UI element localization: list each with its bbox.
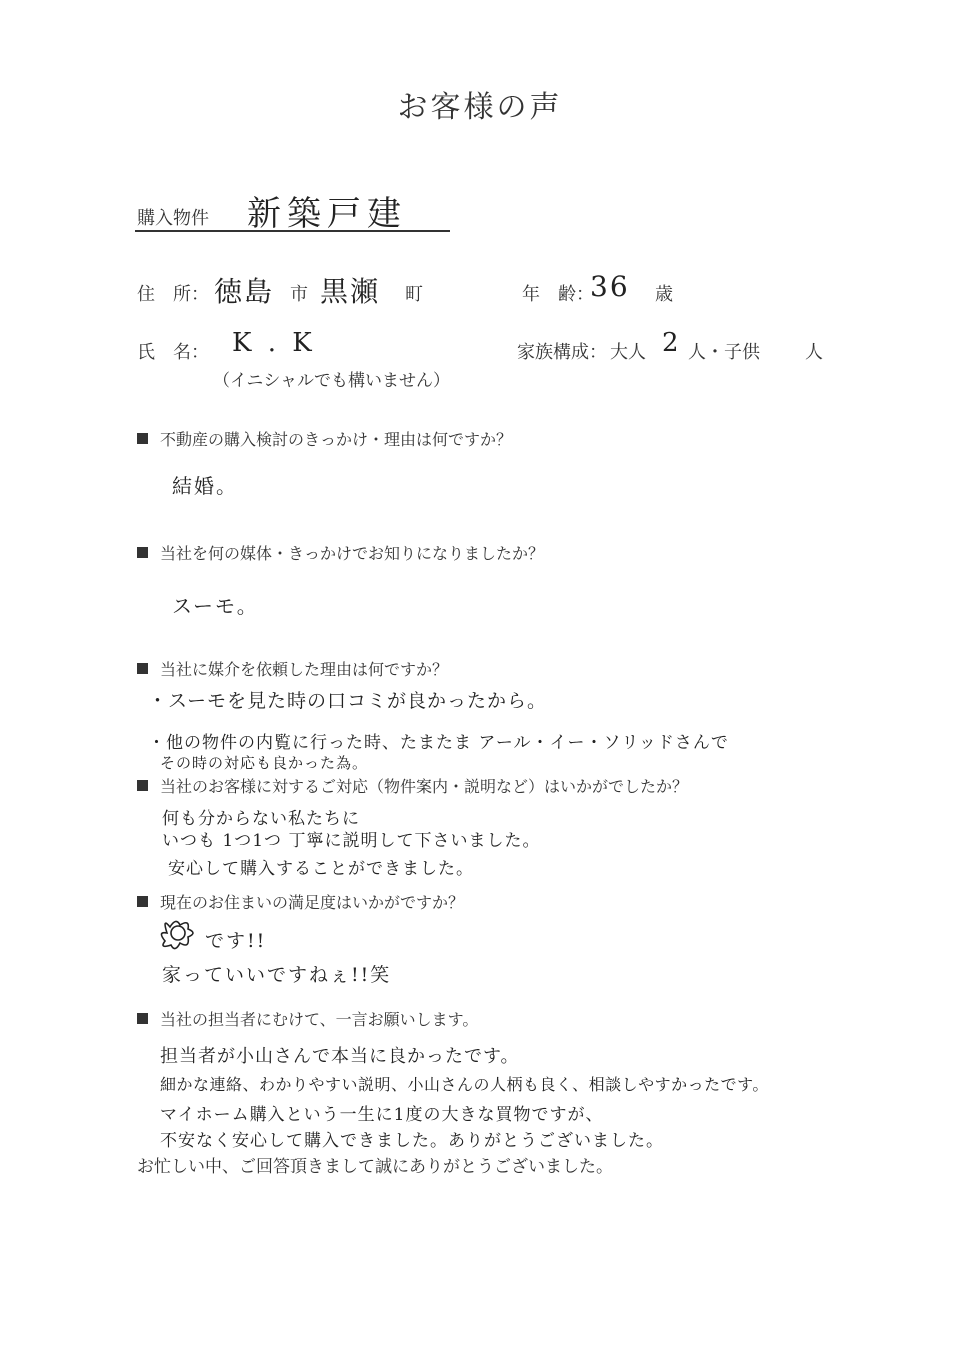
question-1 [137,427,512,450]
name-value: K . K [232,328,316,358]
square-bullet-icon [137,663,148,674]
answer-6-line-4: 不安なく安心して購入できました。ありがとうございました。 [160,1131,664,1151]
question-6 [137,1007,478,1030]
answer-4-line-2: いつも 1つ1つ 丁寧に説明して下さいました。 [162,831,541,851]
address-label: 住 所： [137,284,209,305]
address-town-suffix: 町 [405,284,423,305]
closing-message: お忙しい中、ご回答頂きまして誠にありがとうございました。 [137,1157,613,1177]
property-value: 新築戸建 [247,194,407,234]
square-bullet-icon [137,896,148,907]
answer-4-line-3: 安心して購入することができました。 [168,859,474,879]
question-6-text: 当社の担当者にむけて、一言お願いします。 [160,1010,479,1029]
address-city: 徳島 [214,275,275,308]
family-children-unit: 人 [805,342,823,363]
age-unit: 歳 [655,284,673,305]
answer-5-line-1: です!! [205,930,267,952]
answer-1-line-1: 結婚。 [172,474,238,498]
family-adults-label: 大人 [610,342,646,363]
family-adults-unit: 人・子供 [688,342,760,363]
age-label: 年 齢： [522,284,594,305]
question-1-text: 不動産の購入検討のきっかけ・理由は何ですか？ [160,430,513,449]
question-4-text: 当社のお客様に対するご対応（物件案内・説明など）はいかがでしたか？ [160,777,689,796]
address-city-suffix: 市 [290,284,308,305]
question-2-text: 当社を何の媒体・きっかけでお知りになりましたか？ [160,544,545,563]
square-bullet-icon [137,433,148,444]
answer-2-line-1: スーモ。 [172,594,259,618]
answer-3-line-2: ・他の物件の内覧に行った時、たまたま アール・イー・ソリッドさんで [148,733,729,753]
question-3 [137,657,448,680]
square-bullet-icon [137,547,148,558]
name-label: 氏 名： [137,342,209,363]
address-town: 黒瀬 [320,275,381,308]
name-note: （イニシャルでも構いません） [213,371,450,391]
answer-5-line-2: 家っていいですねぇ!!笑 [162,964,392,986]
square-bullet-icon [137,1013,148,1024]
question-4 [137,774,688,797]
answer-6-line-3: マイホーム購入という一生に1度の大きな買物ですが、 [160,1105,604,1125]
answer-3-line-1: ・スーモを見た時の口コミが良かったから。 [148,690,548,712]
answer-3-line-3: その時の対応も良かった為。 [160,754,369,772]
square-bullet-icon [137,780,148,791]
family-label: 家族構成： [517,342,607,363]
flower-doodle-icon [150,915,202,951]
page-title: お客様の声 [397,90,563,125]
property-underline [135,230,450,232]
question-3-text: 当社に媒介を依頼した理由は何ですか？ [160,660,449,679]
answer-4-line-1: 何も分からない私たちに [162,809,360,829]
family-adults-value: 2 [662,328,681,358]
property-label: 購入物件 [137,208,209,229]
answer-6-line-1: 担当者が小山さんで本当に良かったです。 [160,1046,520,1067]
answer-6-line-2: 細かな連絡、わかりやすい説明、小山さんの人柄も良く、相談しやすかったです。 [160,1075,769,1094]
age-value: 36 [590,270,630,303]
question-5 [137,890,464,913]
question-5-text: 現在のお住まいの満足度はいかがですか？ [160,893,465,912]
question-2 [137,541,544,564]
